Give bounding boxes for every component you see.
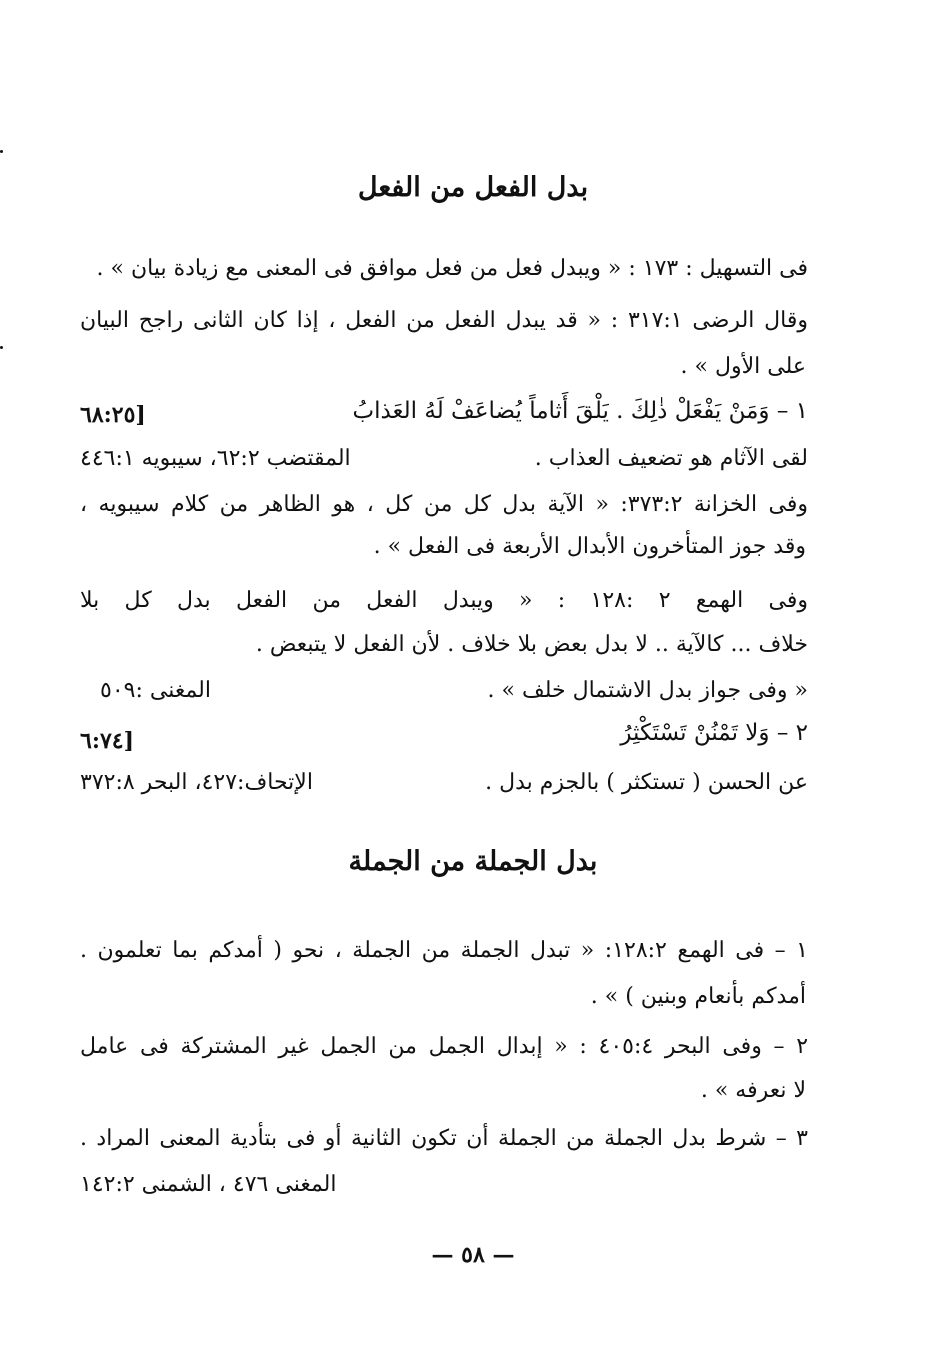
paragraph-line: خلاف ... كالآية .. لا بدل بعض بلا خلاف . لأن الفعل لا يتبعض . — [255, 632, 808, 657]
paragraph-line: « وفى جواز بدل الاشتمال خلف » . — [487, 678, 808, 703]
verse-reference: [٦٨:٢٥ — [80, 402, 146, 428]
paragraph-line: ١ – فى الهمع ١٢٨:٢: « تبدل الجملة من الجملة ، نحو ( أمدكم بما تعلمون . — [80, 938, 808, 963]
paragraph-line: على الأول » . — [680, 354, 806, 379]
source-reference: المقتضب ٦٢:٢، سيبويه ٤٤٦:١ — [80, 446, 351, 471]
paragraph-line: ٢ – وفى البحر ٤٠٥:٤ : « إبدال الجمل من الجمل غير المشتركة فى عامل — [80, 1034, 809, 1059]
paragraph-line: وقال الرضى ٣١٧:١ : « قد يبدل الفعل من الفعل ، إذا كان الثانى راجح البيان — [80, 308, 808, 333]
verse-reference: [٦:٧٤ — [80, 728, 134, 754]
section-title: بدل الفعل من الفعل — [357, 172, 589, 203]
paragraph-line: ٣ – شرط بدل الجملة من الجملة أن تكون الثانية أو فى بتأدية المعنى المراد . — [80, 1126, 808, 1151]
page-number: — ٥٨ — — [431, 1242, 515, 1268]
section-title: بدل الجملة من الجملة — [348, 846, 598, 877]
paragraph-line: وقد جوز المتأخرون الأبدال الأربعة فى الفعل » . — [373, 534, 806, 559]
quran-verse: ٢ – وَلا تَمْنُنْ تَسْتَكْثِرُ — [620, 720, 808, 746]
source-reference: المغنى ٤٧٦ ، الشمنى ١٤٢:٢ — [80, 1172, 337, 1197]
margin-mark — [0, 346, 3, 349]
paragraph-line: وفى الهمع ٢ :١٢٨ : « ويبدل الفعل من الفعل بدل كل بلا — [80, 588, 808, 613]
paragraph-line: أمدكم بأنعام وبنين ) » . — [590, 984, 806, 1009]
paragraph-line: لا نعرفه » . — [700, 1078, 806, 1103]
paragraph-line: فى التسهيل : ١٧٣ : « ويبدل فعل من فعل موافق فى المعنى مع زيادة بيان » . — [96, 256, 808, 281]
quran-verse: ١ – وَمَنْ يَفْعَلْ ذٰلِكَ . يَلْقَ أَثاماً يُضاعَفْ لَهُ العَذابُ — [352, 398, 808, 424]
source-reference: الإتحاف:٤٢٧، البحر ٣٧٢:٨ — [80, 770, 313, 795]
margin-mark — [0, 150, 3, 153]
paragraph-line: لقى الآثام هو تضعيف العذاب . — [534, 446, 808, 471]
paragraph-line: وفى الخزانة ٣٧٣:٢: « الآية بدل كل من كل ، هو الظاهر من كلام سيبويه ، — [80, 492, 808, 517]
source-reference: المغنى :٥٠٩ — [100, 678, 211, 703]
paragraph-line: عن الحسن ( تستكثر ) بالجزم بدل . — [485, 770, 808, 795]
